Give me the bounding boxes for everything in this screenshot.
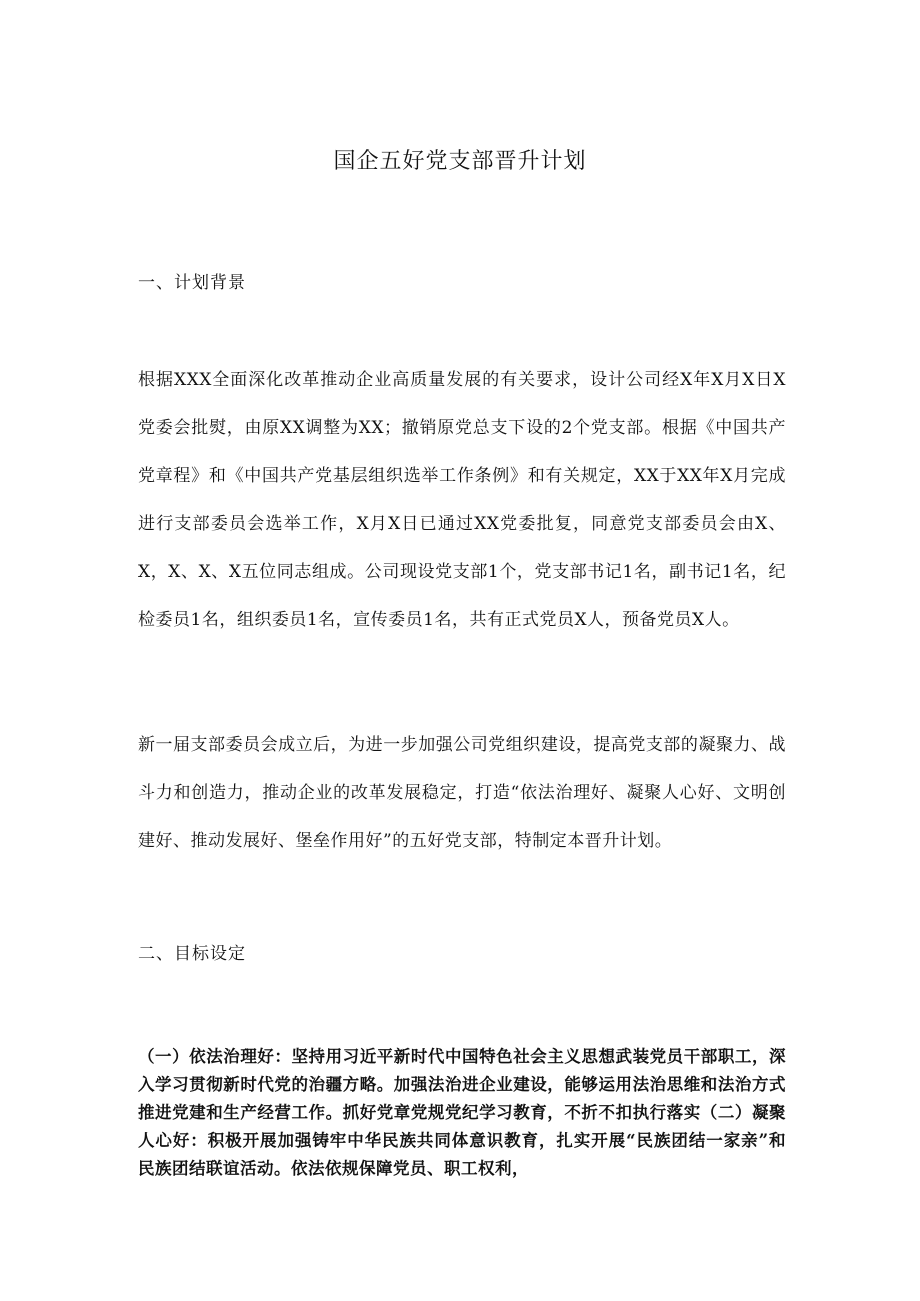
background-paragraph-2: 新一届支部委员会成立后，为进一步加强公司党组织建设，提高党支部的凝聚力、战斗力和创造力，推动企业的改革发展稳定，打造“依法治理好、凝聚人心好、文明创建好、推动发展好、堡垒作用好”的五好党支部，特制定本晋升计划。 <box>138 735 786 851</box>
section-heading-background: 一、计划背景 <box>138 273 246 293</box>
goals-paragraph-1: （一）依法治理好：坚持用习近平新时代中国特色社会主义思想武装党员干部职工，深入学习贯彻新时代党的治疆方略。加强法治进企业建设，能够运用法治思维和法治方式推进党建和生产经营工作。抓好党章党规党纪学习教育，不折不扣执行落实（二）凝聚人心好：积极开展加强铸牢中华民族共同体意识教育，扎实开展“民族团结一家亲”和民族团结联谊活动。依法依规保障党员、职工权利， <box>138 1047 786 1178</box>
document-title: 国企五好党支部晋升计划 <box>333 149 587 174</box>
background-paragraph-1: 根据XXX全面深化改革推动企业高质量发展的有关要求，设计公司经X年X月X日X党委会批熨，由原XX调整为XX；撤销原党总支下设的2个党支部。根据《中国共产党章程》和《中国共产党基层组织选举工作条例》和有关规定，XX于XX年X月完成进行支部委员会选举工作，X月X日已通过XX党委批复，同意党支部委员会由X、X，X、X、X五位同志组成。公司现设党支部1个，党支部书记1名，副书记1名，纪检委员1名，组织委员1名，宣传委员1名，共有正式党员X人，预备党员X人。 <box>138 370 786 630</box>
section-heading-goals: 二、目标设定 <box>138 944 246 964</box>
